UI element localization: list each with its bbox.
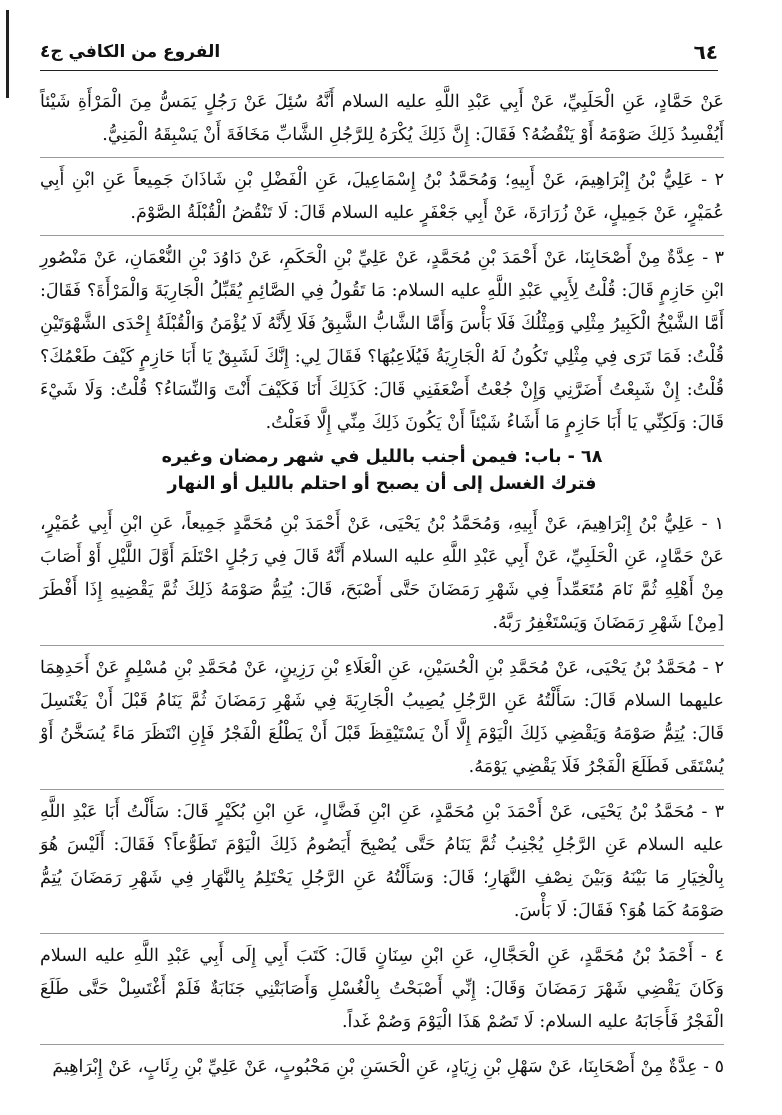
page-number: ٦٤ xyxy=(693,40,718,64)
paragraph-divider xyxy=(40,789,724,790)
hadith-paragraph: ٥ - عِدَّةٌ مِنْ أَصْحَابِنَا، عَنْ سَهْلِ بْنِ زِيَادٍ، عَنِ الْحَسَنِ بْنِ مَحْبُوبٍ، عَنْ عَلِيِّ بْنِ رِئَابٍ، عَنْ إِبْرَاهِيمَ xyxy=(52,1057,724,1077)
page-header xyxy=(40,34,718,71)
hadith-paragraph: ٣ - عِدَّةٌ مِنْ أَصْحَابِنَا، عَنْ أَحْمَدَ بْنِ مُحَمَّدٍ، عَنْ عَلِيِّ بْنِ الْحَكَمِ، عَنْ دَاوُدَ بْنِ النُّعْمَانِ، عَنْ مَنْصُورِ ابْنِ حَازِمٍ قَالَ: قُلْتُ لِأَبِي عَبْدِ اللَّهِ عليه السلام: مَا تَقُولُ فِي الصَّائِمِ يُقَبِّلُ الْجَارِيَةَ وَالْمَرْأَةَ؟ فَقَالَ: أَمَّا الشَّيْخُ الْكَبِيرُ مِثْلِي وَمِثْلُكَ فَلَا بَأْسَ وَأَمَّا الشَّابُّ الشَّبِقُ فَلَا لِأَنَّهُ لَا يُؤْمَنُ وَالْقُبْلَةُ إِحْدَى الشَّهْوَتَيْنِ قُلْتُ: فَمَا تَرَى فِي مِثْلِي تَكُونُ لَهُ الْجَارِيَةُ فَيُلَاعِبُهَا؟ فَقَالَ لِي: إِنَّكَ لَشَبِقٌ يَا أَبَا حَازِمٍ كَيْفَ طَعْمُكَ؟ قُلْتُ: إِنْ شَبِعْتُ أَضَرَّنِي وَإِنْ جُعْتُ أَضْعَفَنِي قَالَ: كَذَلِكَ أَنَا فَكَيْفَ أَنْتَ وَالنِّسَاءُ؟ قُلْتُ: وَلَا شَيْءَ قَالَ: وَلَكِنِّي يَا أَبَا حَازِمٍ مَا أَشَاءُ شَيْئاً أَنْ يَكُونَ ذَلِكَ مِنِّي إِلَّا فَعَلْتُ. xyxy=(40,248,724,433)
hadith-paragraph: ٢ - مُحَمَّدُ بْنُ يَحْيَى، عَنْ مُحَمَّدِ بْنِ الْحُسَيْنِ، عَنِ الْعَلَاءِ بْنِ رَزِينٍ، عَنْ مُحَمَّدِ بْنِ مُسْلِمٍ عَنْ أَحَدِهِمَا عليهما السلام قَالَ: سَأَلْتُهُ عَنِ الرَّجُلِ يُصِيبُ الْجَارِيَةَ فِي شَهْرِ رَمَضَانَ ثُمَّ يَنَامُ قَبْلَ أَنْ يَغْتَسِلَ قَالَ: يُتِمُّ صَوْمَهُ وَيَقْضِي ذَلِكَ الْيَوْمَ إِلَّا أَنْ يَسْتَيْقِظَ قَبْلَ أَنْ يَطْلُعَ الْفَجْرُ فَإِنِ انْتَظَرَ مَاءً يُسَخَّنُ أَوْ يُسْتَقَى فَطَلَعَ الْفَجْرُ فَلَا يَقْضِي يَوْمَهُ. xyxy=(40,658,724,777)
hadith-paragraph: عَنْ حَمَّادٍ، عَنِ الْحَلَبِيِّ، عَنْ أَبِي عَبْدِ اللَّهِ عليه السلام أَنَّهُ سُئِلَ عَنْ رَجُلٍ يَمَسُّ مِنَ الْمَرْأَةِ شَيْئاً أَيُفْسِدُ ذَلِكَ صَوْمَهُ أَوْ يَنْقُضُهُ؟ فَقَالَ: إِنَّ ذَلِكَ يُكْرَهُ لِلرَّجُلِ الشَّابِّ مَخَافَةَ أَنْ يَسْبِقَهُ الْمَنِيُّ. xyxy=(40,92,724,145)
hadith-paragraph: ١ - عَلِيُّ بْنُ إِبْرَاهِيمَ، عَنْ أَبِيهِ، وَمُحَمَّدُ بْنُ يَحْيَى، عَنْ أَحْمَدَ بْنِ مُحَمَّدٍ جَمِيعاً، عَنِ ابْنِ أَبِي عُمَيْرٍ، عَنْ حَمَّادٍ، عَنِ الْحَلَبِيِّ، عَنْ أَبِي عَبْدِ اللَّهِ عليه السلام أَنَّهُ قَالَ فِي رَجُلٍ احْتَلَمَ أَوَّلَ اللَّيْلِ أَوْ أَصَابَ مِنْ أَهْلِهِ ثُمَّ نَامَ مُتَعَمِّداً فِي شَهْرِ رَمَضَانَ حَتَّى أَصْبَحَ، قَالَ: يُتِمُّ صَوْمَهُ ذَلِكَ ثُمَّ يَقْضِيهِ إِذَا أَفْطَرَ [مِنْ] شَهْرِ رَمَضَانَ وَيَسْتَغْفِرُ رَبَّهُ. xyxy=(40,514,725,633)
chapter-heading-line-2: فترك الغسل إلى أن يصبح أو احتلم بالليل أو النهار xyxy=(167,474,597,494)
hadith-paragraph: ٤ - أَحْمَدُ بْنُ مُحَمَّدٍ، عَنِ الْحَجَّالِ، عَنِ ابْنِ سِنَانٍ قَالَ: كَتَبَ أَبِي إِلَى أَبِي عَبْدِ اللَّهِ عليه السلام وَكَانَ يَقْضِي شَهْرَ رَمَضَانَ وَقَالَ: إِنِّي أَصْبَحْتُ بِالْغُسْلِ وَأَصَابَتْنِي جَنَابَةٌ فَلَمْ أَغْتَسِلْ حَتَّى طَلَعَ الْفَجْرُ فَأَجَابَهُ عليه السلام: لَا تَصُمْ هَذَا الْيَوْمَ وَصُمْ غَداً. xyxy=(40,946,724,1032)
paragraph-divider xyxy=(40,235,724,236)
chapter-heading xyxy=(40,444,724,498)
paragraph-divider xyxy=(40,157,724,158)
paragraph-divider xyxy=(40,933,724,934)
running-title: الفروع من الكافي ج٤ xyxy=(40,42,221,62)
chapter-heading-line-1: ٦٨ - باب: فيمن أجنب بالليل في شهر رمضان وغيره xyxy=(161,447,603,467)
body-text xyxy=(40,86,724,1084)
binding-edge-mark xyxy=(6,10,9,98)
paragraph-divider xyxy=(40,645,724,646)
hadith-paragraph: ٢ - عَلِيُّ بْنُ إِبْرَاهِيمَ، عَنْ أَبِيهِ؛ وَمُحَمَّدُ بْنُ إِسْمَاعِيلَ، عَنِ الْفَضْلِ بْنِ شَاذَانَ جَمِيعاً عَنِ ابْنِ أَبِي عُمَيْرٍ، عَنْ جَمِيلٍ، عَنْ زُرَارَةَ، عَنْ أَبِي جَعْفَرٍ عليه السلام قَالَ: لَا تَنْقُضُ الْقُبْلَةُ الصَّوْمَ. xyxy=(40,170,724,223)
hadith-paragraph: ٣ - مُحَمَّدُ بْنُ يَحْيَى، عَنْ أَحْمَدَ بْنِ مُحَمَّدٍ، عَنِ ابْنِ فَضَّالٍ، عَنِ ابْنِ بُكَيْرٍ قَالَ: سَأَلْتُ أَبَا عَبْدِ اللَّهِ عليه السلام عَنِ الرَّجُلِ يُجْنِبُ ثُمَّ يَنَامُ حَتَّى يُصْبِحَ أَيَصُومُ ذَلِكَ الْيَوْمَ تَطَوُّعاً؟ فَقَالَ: أَلَيْسَ هُوَ بِالْخِيَارِ مَا بَيْنَهُ وَبَيْنَ نِصْفِ النَّهَارِ؛ قَالَ: وَسَأَلْتُهُ عَنِ الرَّجُلِ يَحْتَلِمُ بِالنَّهَارِ فِي شَهْرِ رَمَضَانَ يُتِمُّ صَوْمَهُ كَمَا هُوَ؟ فَقَالَ: لَا بَأْسَ. xyxy=(40,802,724,921)
paragraph-divider xyxy=(40,1044,724,1045)
